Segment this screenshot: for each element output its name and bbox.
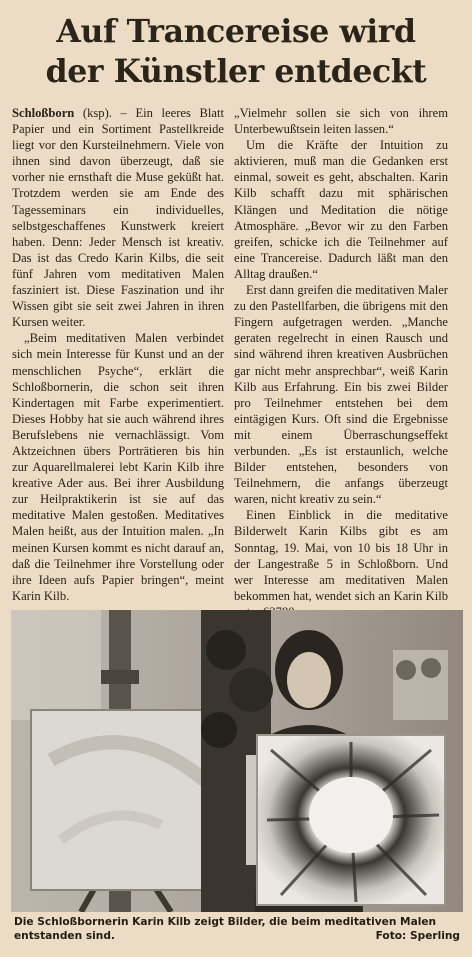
headline — [10, 12, 462, 92]
caption-text: Die Schloßbornerin Karin Kilb zeigt Bilder, die beim meditativen Malen entstanden sind. — [14, 916, 437, 942]
photo-caption — [14, 915, 460, 943]
article-paragraph: Um die Kräfte der Intuition zu aktivieren, muß man die Gedanken erst einmal, soweit es geht, abschalten. Karin Kilb schafft dazu mit sphärischen Klängen und Meditation die nötige Atmosphäre. „Bevor wir zu den Farben greifen, schicke ich die Teilnehmer auf eine Trancereise. Dadurch läßt man den Alltag draußen.“ — [234, 138, 448, 281]
paragraph-text: Ein leeres Blatt Papier und ein Sortiment Pastellkreide liegt vor den Kursteilnehmern. Viele von ihnen sind davon überzeugt, daß sie vorher nie ernsthaft die Muse geküßt hat. Trotzdem werden sie am Ende des Tagesseminars ein individuelles, selbstgeschaffenes Kunstwerk kreiert haben. Denn: Jeder Mensch ist kreativ. Das ist das Credo Karin Kilbs, die seit fünf Jahren vom meditativen Malen fasziniert ist. Diese Faszination und ihr Wissen gibt sie seit zwei Jahren in ihren Kursen weiter. — [12, 106, 224, 330]
article-body — [12, 105, 462, 615]
article-paragraph: „Vielmehr sollen sie sich von ihrem Unterbewußtsein leiten lassen.“ — [234, 106, 448, 137]
dateline: Schloßborn — [12, 106, 75, 120]
article-paragraph: „Beim meditativen Malen verbindet sich mein Interesse für Kunst und an der menschlichen Psyche“, erklärt die Schloßbornerin, die schon seit ihren Kindertagen mit Farbe experimentiert. Dieses Hobby hat sie auch während ihres Berufslebens nie vernachlässigt. Vom Aktzeichnen übers Porträtieren bis hin zur Aquarellmalerei lebt Karin Kilb ihre kreative Ader aus. Bei ihrer Ausbildung zur Heilpraktikerin ist sie auf das meditative Malen gestoßen. Meditatives Malen heißt, aus der Intuition malen. „In meinen Kursen kommt es nicht darauf an, daß die Teilnehmer ihre Vorstellung oder ihre Ideen aufs Papier bringen“, meint Karin Kilb. — [12, 331, 224, 603]
article-paragraph: Einen Einblick in die meditative Bilderwelt Karin Kilbs gibt es am Sonntag, 19. Mai, von 10 bis 18 Uhr in der Langestraße 5 in Schloßborn. Und wer Interesse am meditativen Malen bekommen hat, wendet sich an Karin Kilb — [234, 508, 448, 603]
headline-line-1: Auf Trancereise wird — [56, 13, 416, 50]
photo-credit: Foto: Sperling — [375, 930, 460, 942]
article-column-right — [234, 105, 448, 620]
byline: (ksp). – — [82, 106, 127, 120]
article-paragraph: Erst dann greifen die meditativen Maler zu den Pastellfarben, die übrigens mit den Fingern aufgetragen werden. „Manche geraten regelrecht in einen Rausch und sind während ihren kreativen Ausbrüchen gar nicht mehr ansprechbar“, weiß Karin Kilb aus Erfahrung. Ein bis zwei Bilder pro Teilnehmer entstehen bei dem eintägigen Kurs. Oft sind die Ergebnisse mit einem Überraschungseffekt verbunden. „Es ist erstaunlich, welche Bilder entstehen, besonders von Teilnehmern, die anfangs überzeugt waren, nicht kreativ zu sein.“ — [234, 283, 448, 507]
article-photo — [11, 610, 463, 912]
headline-line-2: der Künstler entdeckt — [45, 53, 427, 90]
article-column-left — [12, 105, 224, 604]
article-paragraph — [12, 105, 224, 330]
photo-illustration — [11, 610, 463, 912]
